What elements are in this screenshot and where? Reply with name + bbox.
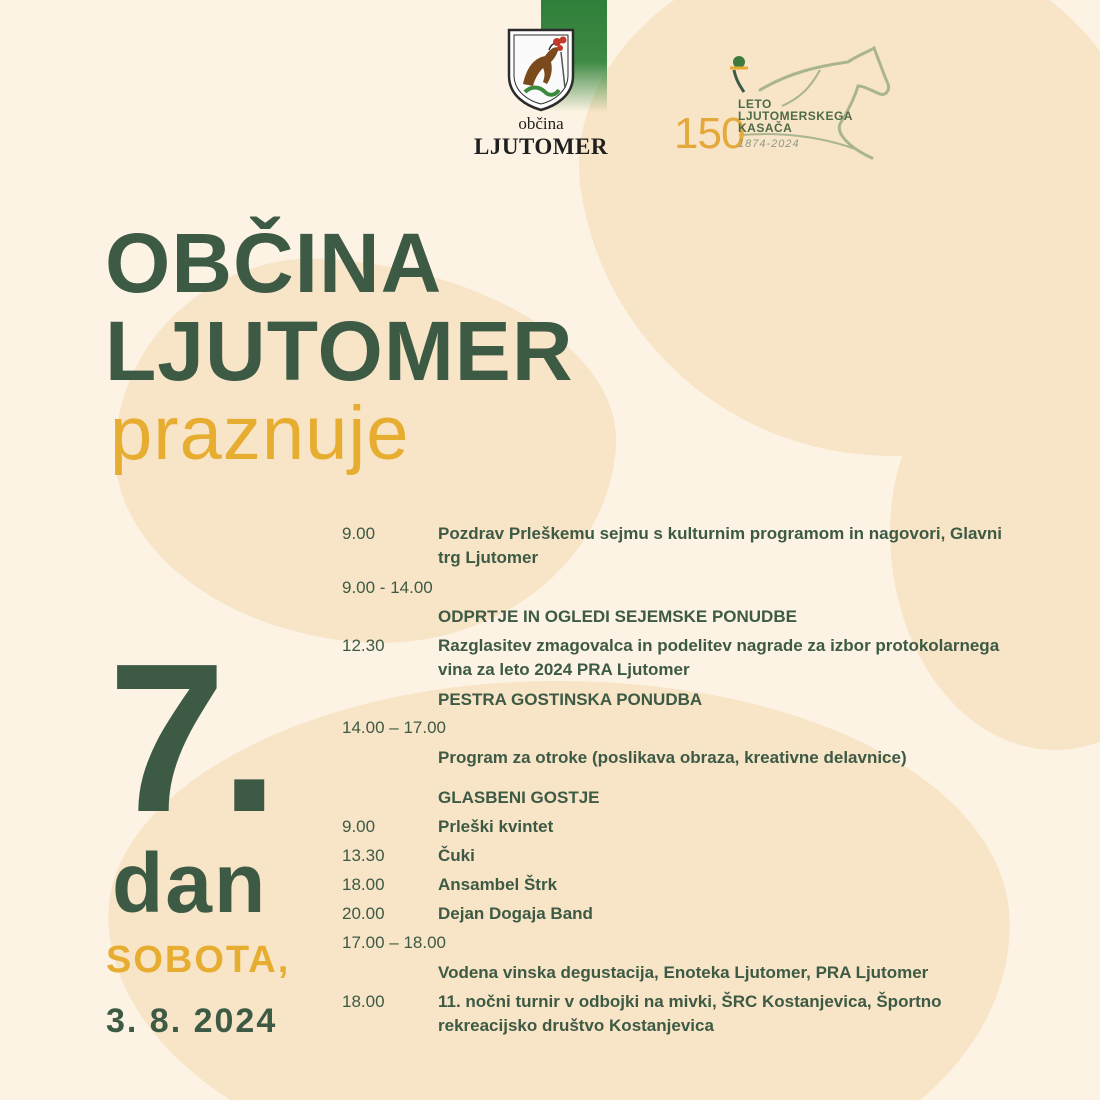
schedule-row bbox=[342, 522, 1022, 574]
schedule-time: 18.00 bbox=[342, 992, 385, 1011]
headline-obcina: OBČINA bbox=[105, 216, 443, 310]
schedule-time: 9.00 - 14.00 bbox=[342, 578, 433, 597]
schedule-time: 14.00 – 17.00 bbox=[342, 718, 446, 737]
schedule-desc: GLASBENI GOSTJE bbox=[438, 788, 600, 807]
schedule-desc: Prleški kvintet bbox=[438, 817, 554, 836]
schedule-desc: Dejan Dogaja Band bbox=[438, 904, 593, 923]
schedule-desc: Ansambel Štrk bbox=[438, 875, 558, 894]
schedule-desc: Vodena vinska degustacija, Enoteka Ljutomer, PRA Ljutomer bbox=[438, 963, 929, 982]
anniversary-number: 150 bbox=[674, 109, 745, 158]
schedule-time: 17.00 – 18.00 bbox=[342, 933, 446, 952]
schedule-desc: 11. nočni turnir v odbojki na mivki, ŠRC Kostanjevica, Športno rekreacijsko društvo Kostanjevica bbox=[438, 992, 942, 1035]
schedule-time: 9.00 bbox=[342, 524, 376, 543]
headline-praznuje: praznuje bbox=[110, 391, 410, 476]
schedule-desc: Čuki bbox=[438, 846, 475, 865]
anniversary-years: 1874-2024 bbox=[738, 138, 800, 150]
logo-line-obcina: občina bbox=[518, 114, 564, 133]
schedule-time: 9.00 bbox=[342, 817, 376, 836]
schedule-time: 13.30 bbox=[342, 846, 385, 865]
day-number: 7. bbox=[108, 619, 273, 856]
schedule-desc: Program za otroke (poslikava obraza, kreativne delavnice) bbox=[438, 748, 907, 767]
schedule-row bbox=[342, 634, 1022, 686]
anniversary-line: LETO bbox=[738, 97, 772, 111]
schedule-row bbox=[342, 990, 1022, 1042]
anniversary-line: KASAČA bbox=[738, 121, 793, 135]
event-date: 3. 8. 2024 bbox=[106, 1002, 278, 1040]
day-word: dan bbox=[112, 836, 268, 930]
weekday: SOBOTA, bbox=[106, 939, 291, 981]
schedule-time: 20.00 bbox=[342, 904, 385, 923]
schedule-desc: PESTRA GOSTINSKA PONUDBA bbox=[438, 690, 703, 709]
logo-line-ljutomer: LJUTOMER bbox=[474, 134, 608, 159]
headline-ljutomer: LJUTOMER bbox=[105, 304, 574, 398]
schedule-time: 18.00 bbox=[342, 875, 385, 894]
schedule-desc: Pozdrav Prleškemu sejmu s kulturnim programom in nagovori, Glavni trg Ljutomer bbox=[438, 524, 1002, 567]
anniversary-line: LJUTOMERSKEGA bbox=[738, 109, 853, 123]
schedule-desc: Razglasitev zmagovalca in podelitev nagrade za izbor protokolarnega vina za leto 2024 PRA Ljutomer bbox=[438, 636, 1000, 679]
schedule-desc: ODPRTJE IN OGLEDI SEJEMSKE PONUDBE bbox=[438, 607, 797, 626]
schedule-time: 12.30 bbox=[342, 636, 385, 655]
